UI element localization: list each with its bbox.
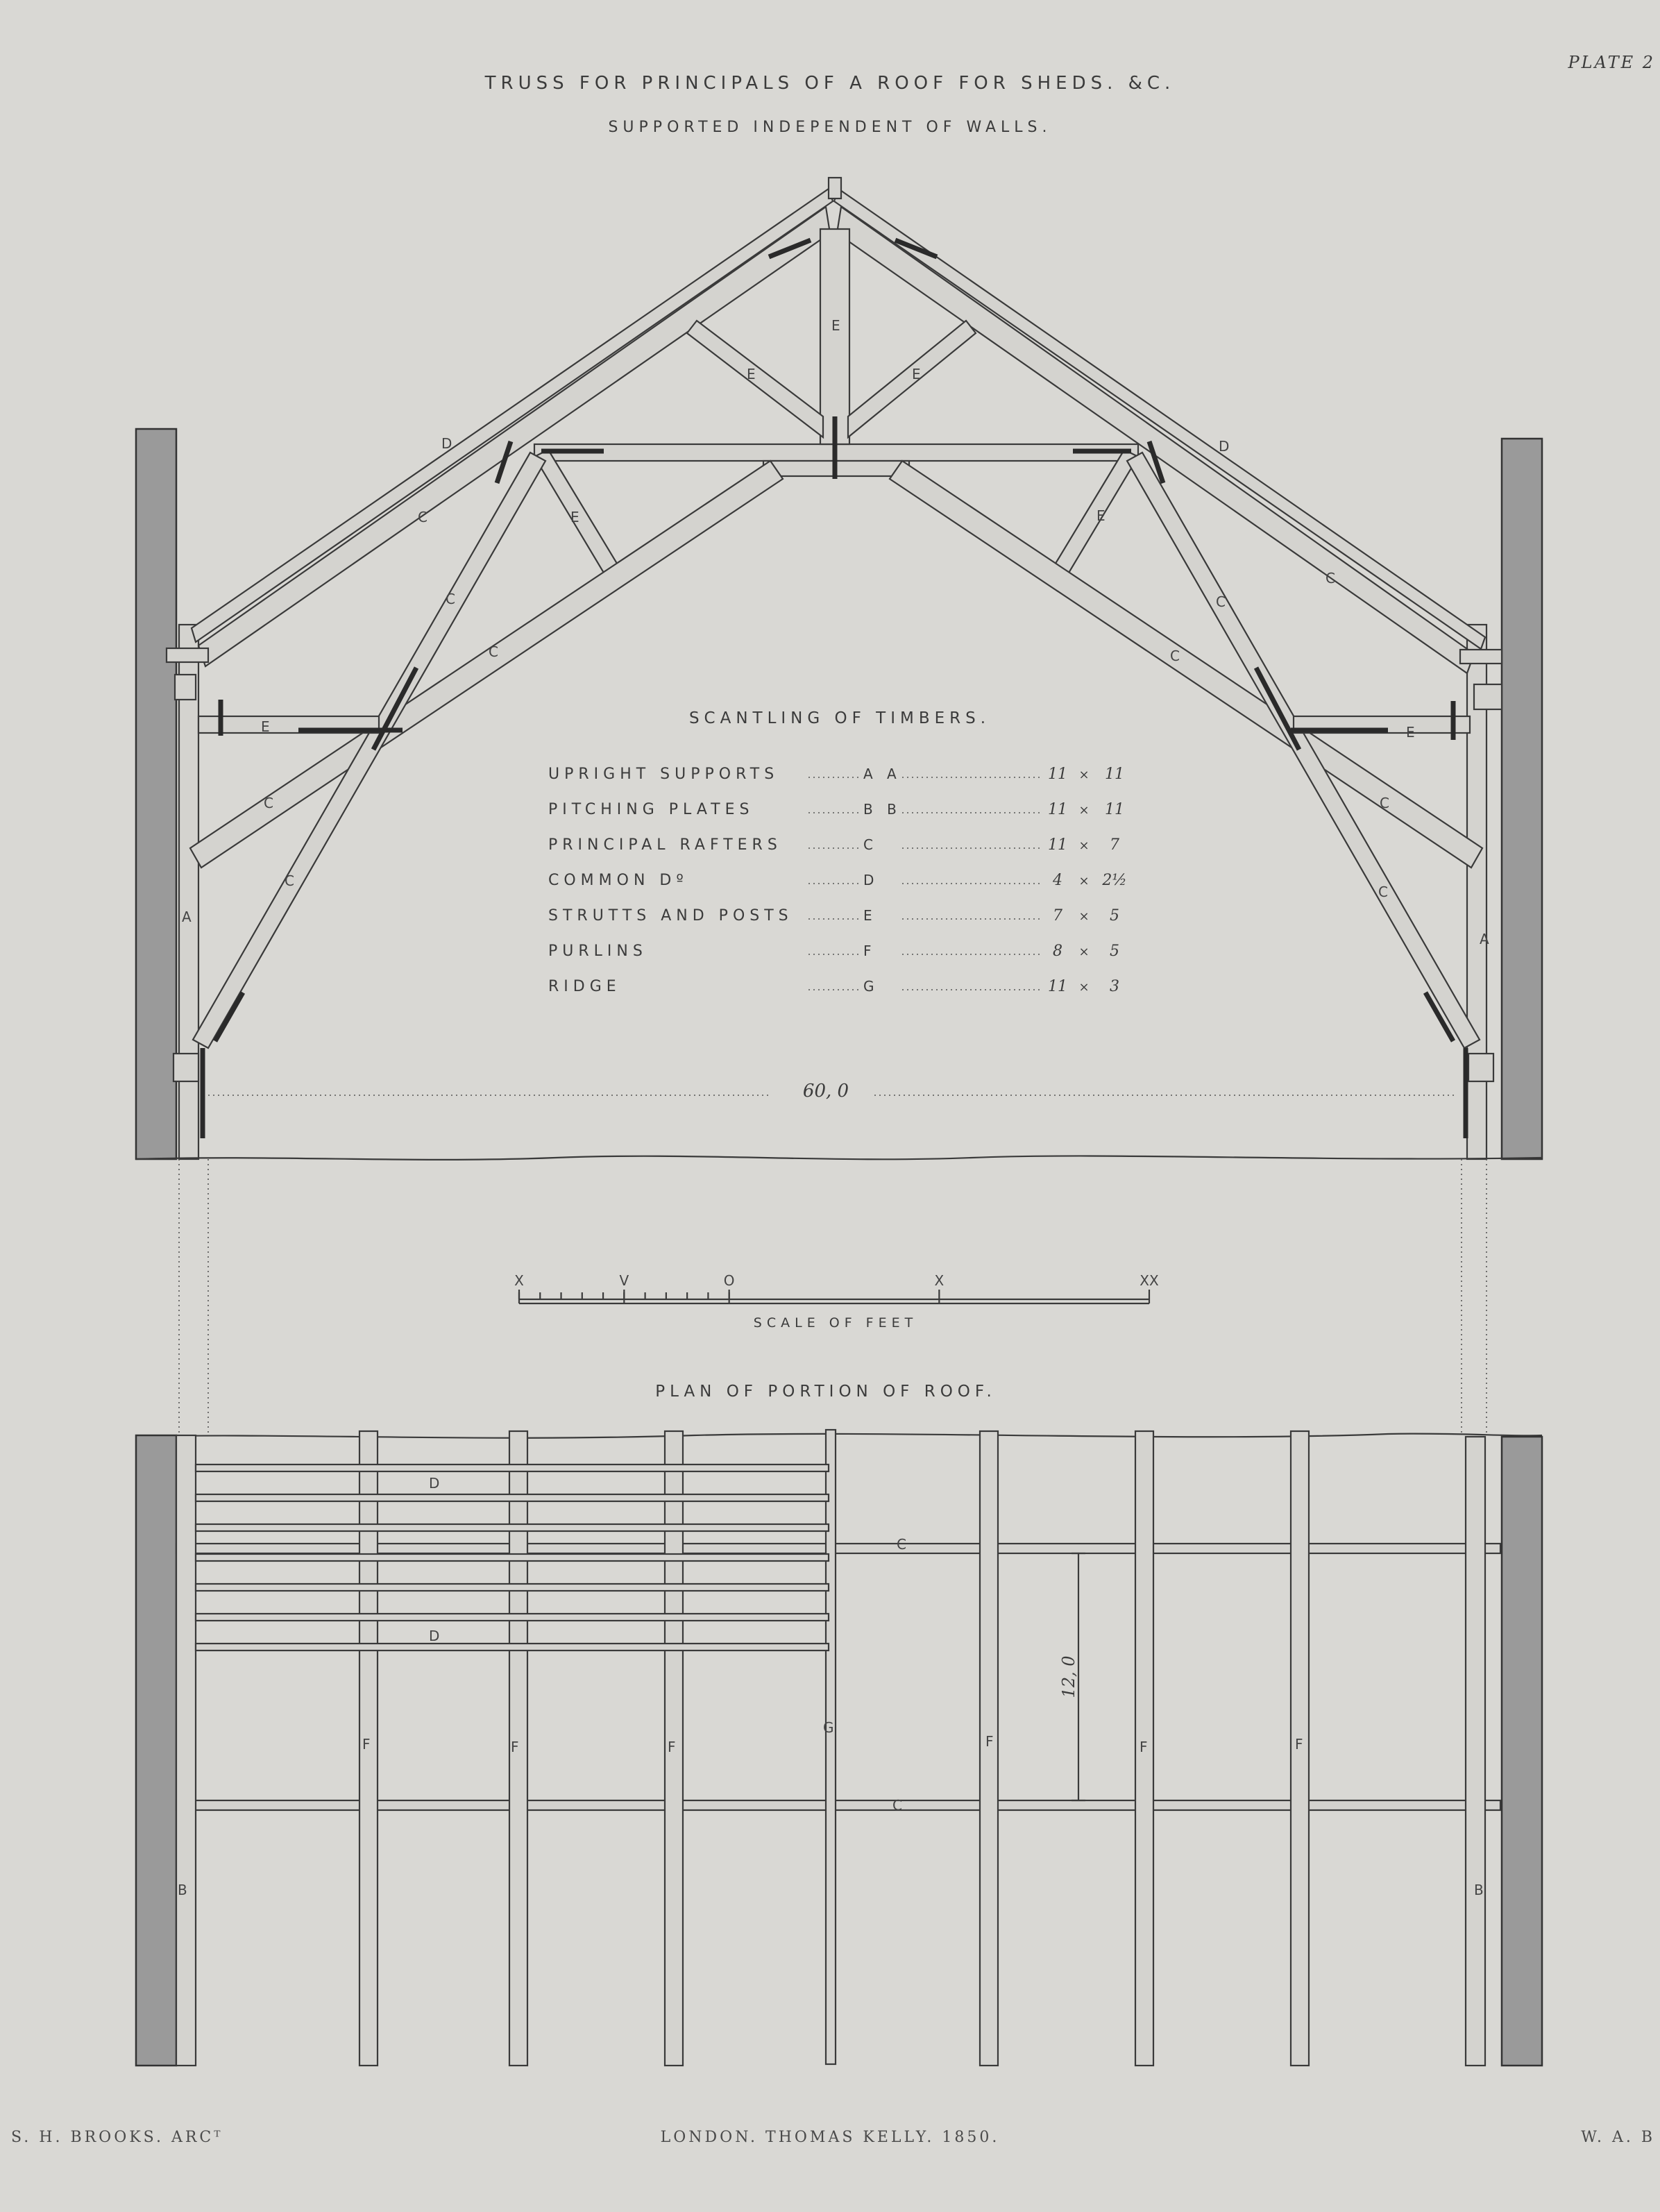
timber-letter: D xyxy=(863,872,879,888)
scale-tick-label: V xyxy=(619,1272,629,1289)
timber-name: RIDGE xyxy=(548,978,621,995)
plan-common-rafter xyxy=(196,1464,829,1471)
footer-engraver: W. A. B xyxy=(1581,2129,1655,2146)
footer-architect: S. H. BROOKS. ARCᵀ xyxy=(11,2129,223,2146)
plan-label-d-1: D xyxy=(429,1475,440,1492)
label-e-strut-left: E xyxy=(747,366,756,382)
left-wall xyxy=(136,429,176,1159)
label-e-strut-right: E xyxy=(912,366,921,382)
scale-tick-label: XX xyxy=(1140,1272,1159,1289)
plan-label-f-1: F xyxy=(362,1736,371,1753)
label-c-1: C xyxy=(418,509,427,525)
timber-depth: 2½ xyxy=(1102,872,1127,889)
knee-strut-right xyxy=(1048,450,1138,584)
label-a-right: A xyxy=(1480,931,1489,947)
timber-letter: A A xyxy=(863,766,901,782)
timber-name: UPRIGHT SUPPORTS xyxy=(548,766,779,783)
right-wall xyxy=(1502,439,1542,1159)
scantling-row xyxy=(548,907,1119,925)
label-c-7: C xyxy=(1216,593,1226,610)
plan-break-line xyxy=(136,1434,1542,1438)
timber-width: 4 xyxy=(1053,872,1062,889)
scantling-rows xyxy=(548,766,1127,995)
timber-letter: F xyxy=(863,943,876,959)
plan-wall-left xyxy=(136,1435,176,2066)
label-c-5: C xyxy=(285,872,294,889)
plan-common-rafter xyxy=(196,1554,829,1561)
timber-depth: 11 xyxy=(1105,766,1124,783)
times-sign: × xyxy=(1078,909,1090,924)
scantling-row xyxy=(548,943,1119,960)
ridge xyxy=(829,178,841,199)
plan-label-f-6: F xyxy=(1295,1736,1303,1753)
plan-label-f-4: F xyxy=(985,1733,994,1750)
times-sign: × xyxy=(1078,803,1090,818)
label-d-right: D xyxy=(1219,438,1230,455)
timber-letter: B B xyxy=(863,801,901,818)
knee-strut-left xyxy=(534,450,625,584)
plan-common-rafter xyxy=(196,1584,829,1591)
timber-width: 11 xyxy=(1048,766,1067,783)
times-sign: × xyxy=(1078,874,1090,888)
scale-tick-label: X xyxy=(934,1272,945,1289)
upper-principal-right xyxy=(837,207,1474,673)
plan-label-g: G xyxy=(823,1719,834,1736)
common-rafter-left xyxy=(192,189,833,642)
timber-depth: 5 xyxy=(1110,907,1119,925)
timber-width: 11 xyxy=(1048,801,1067,818)
times-sign: × xyxy=(1078,838,1090,853)
scale-bar xyxy=(514,1272,1159,1303)
label-d-left: D xyxy=(441,435,452,452)
scantling-row xyxy=(548,872,1127,889)
plate-subtitle: SUPPORTED INDEPENDENT OF WALLS. xyxy=(608,119,1052,136)
plan-label-f-5: F xyxy=(1140,1739,1148,1755)
timber-width: 11 xyxy=(1048,978,1067,995)
scale-tick-label: X xyxy=(514,1272,524,1289)
plan-label-c-2: C xyxy=(892,1797,902,1814)
plan-plate-right xyxy=(1466,1437,1485,2066)
bay-dimension: 12, 0 xyxy=(1059,1655,1078,1698)
common-rafter-right xyxy=(834,189,1485,649)
scantling-table xyxy=(548,709,1127,995)
plan-common-rafter xyxy=(196,1494,829,1501)
wall-plate-right xyxy=(1460,650,1502,664)
timber-letter: C xyxy=(863,836,878,853)
plan-label-b-right: B xyxy=(1474,1882,1484,1898)
timber-depth: 5 xyxy=(1110,943,1119,960)
wall-plate-left xyxy=(167,648,208,662)
foot-block-left xyxy=(173,1054,198,1081)
lower-principal-right xyxy=(890,461,1482,868)
label-c-2: C xyxy=(446,591,455,607)
section-break-line xyxy=(136,1156,1542,1159)
footer-publisher: LONDON. THOMAS KELLY. 1850. xyxy=(660,2129,1000,2146)
label-e-knee-right: E xyxy=(1096,507,1106,524)
timber-depth: 11 xyxy=(1105,801,1124,818)
plan-label-b-left: B xyxy=(178,1882,187,1898)
king-post xyxy=(820,229,849,444)
times-sign: × xyxy=(1078,768,1090,782)
scantling-row xyxy=(548,978,1119,995)
plate-title: TRUSS FOR PRINCIPALS OF A ROOF FOR SHEDS. &C. xyxy=(484,73,1176,94)
span-label: 60, 0 xyxy=(802,1081,849,1101)
label-e-knee-left: E xyxy=(570,509,579,525)
timber-letter: G xyxy=(863,978,879,995)
roof-plan xyxy=(136,1430,1542,2066)
label-e-kingpost: E xyxy=(831,317,840,334)
plan-common-rafter xyxy=(196,1644,829,1650)
scale-tick-label: O xyxy=(723,1272,735,1289)
scantling-row xyxy=(548,766,1124,783)
foot-block-right xyxy=(1468,1054,1493,1081)
times-sign: × xyxy=(1078,980,1090,995)
scantling-row xyxy=(548,801,1124,818)
timber-name: COMMON Dº xyxy=(548,872,688,889)
plan-common-rafter xyxy=(196,1524,829,1531)
timber-width: 11 xyxy=(1048,836,1067,854)
timber-name: PURLINS xyxy=(548,943,647,960)
plate-block-right xyxy=(1474,684,1502,709)
timber-depth: 7 xyxy=(1110,836,1119,854)
plan-common-rafter xyxy=(196,1614,829,1621)
label-c-9: C xyxy=(1380,795,1389,811)
timber-name: PITCHING PLATES xyxy=(548,801,754,818)
label-c-10: C xyxy=(1378,884,1388,900)
label-c-3: C xyxy=(489,643,498,660)
plan-label-f-2: F xyxy=(511,1739,519,1755)
scantling-heading: SCANTLING OF TIMBERS. xyxy=(688,709,991,727)
plan-plate-left xyxy=(176,1435,196,2066)
timber-name: PRINCIPAL RAFTERS xyxy=(548,836,782,854)
label-e-tie-left: E xyxy=(261,718,270,735)
plan-label-c-1: C xyxy=(897,1536,906,1553)
plan-label-d-2: D xyxy=(429,1628,440,1644)
label-c-6: C xyxy=(1326,570,1335,586)
timber-width: 7 xyxy=(1053,907,1062,925)
plan-label-f-3: F xyxy=(668,1739,676,1755)
scantling-row xyxy=(548,836,1119,854)
timber-depth: 3 xyxy=(1110,978,1119,995)
label-c-4: C xyxy=(264,795,273,811)
label-a-left: A xyxy=(182,909,192,925)
scale-label: SCALE OF FEET xyxy=(753,1315,918,1331)
timber-width: 8 xyxy=(1053,943,1062,960)
upper-principal-left xyxy=(198,207,830,666)
scale-of-feet xyxy=(514,1272,1159,1331)
label-e-tie-right: E xyxy=(1406,724,1415,741)
plan-wall-right xyxy=(1502,1437,1542,2066)
span-dimension xyxy=(208,1081,1457,1101)
timber-letter: E xyxy=(863,907,877,924)
times-sign: × xyxy=(1078,945,1090,959)
plate-number: PLATE 2 xyxy=(1568,53,1655,72)
plan-title: PLAN OF PORTION OF ROOF. xyxy=(655,1383,997,1401)
plate-block-left xyxy=(175,675,196,700)
label-c-8: C xyxy=(1170,648,1180,664)
timber-name: STRUTTS AND POSTS xyxy=(548,907,793,925)
